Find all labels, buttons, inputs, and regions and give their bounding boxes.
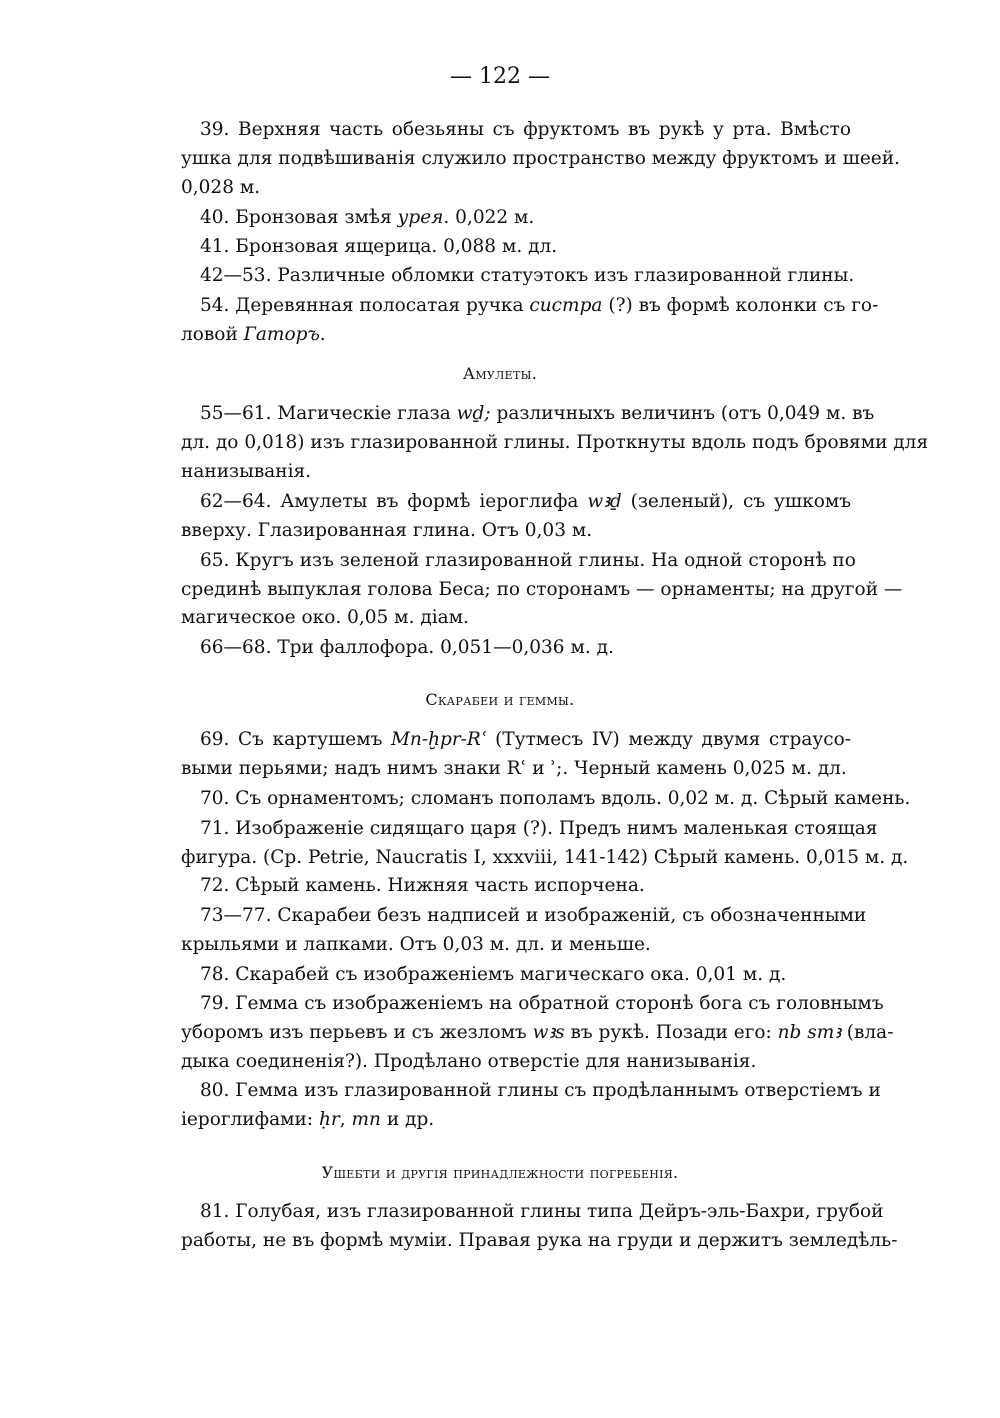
paragraph-line <box>200 726 851 754</box>
paragraph-line <box>200 262 855 290</box>
paragraph-line <box>200 872 851 900</box>
paragraph-line <box>200 233 851 261</box>
paragraph-line <box>181 1106 851 1134</box>
text-segment: 72. Сѣрый камень. Нижняя часть испорчена. <box>200 875 645 896</box>
paragraph-line <box>181 429 929 457</box>
paragraph-line <box>181 517 851 545</box>
paragraph-line <box>200 634 851 662</box>
text-segment: уборомъ изъ перьевъ и съ жезломъ <box>181 1022 533 1043</box>
text-segment: магическое око. 0,05 м. діам. <box>181 607 469 628</box>
paragraph-line <box>181 1227 898 1255</box>
text-segment: дл. до 0,018) изъ глазированной глины. Проткнуты вдоль подъ бровями для <box>181 432 929 453</box>
text-segment: 41. Бронзовая ящерица. 0,088 м. дл. <box>200 236 558 257</box>
paragraph-line <box>181 844 909 872</box>
text-segment: . 0,022 м. <box>443 207 535 228</box>
text-segment: выми перьями; надъ нимъ знаки Rʿ и ʾ;. Черный камень 0,025 м. дл. <box>181 758 847 779</box>
paragraph-line <box>200 990 884 1018</box>
text-segment: (вла- <box>840 1022 894 1043</box>
text-segment: 81. Голубая, изъ глазированной глины типа Дейръ-эль-Бахри, грубой <box>200 1201 884 1222</box>
page-number: — 122 — <box>450 64 550 89</box>
paragraph-line <box>181 931 851 959</box>
paragraph-line <box>181 604 851 632</box>
text-segment: 65. Кругъ изъ зеленой глазированной глины. На одной сторонѣ по <box>200 550 856 571</box>
paragraph-line <box>200 204 851 232</box>
text-segment: 69. Съ картушемъ <box>200 729 391 750</box>
text-segment: 42—53. Различные обломки статуэтокъ изъ глазированной глины. <box>200 265 855 286</box>
text-segment: въ рукѣ. Позади его: <box>564 1022 778 1043</box>
section-heading: Амулеты. <box>462 364 538 383</box>
paragraph-line <box>181 576 903 604</box>
text-segment: 78. Скарабей съ изображеніемъ магическаго ока. 0,01 м. д. <box>200 964 787 985</box>
italic-term: nb smꜣ <box>777 1022 841 1043</box>
paragraph-line <box>200 488 851 516</box>
italic-term: ḥr <box>318 1109 340 1130</box>
text-segment: 79. Гемма съ изображеніемъ на обратной сторонѣ бога съ головнымъ <box>200 993 884 1014</box>
text-segment: іероглифами: <box>181 1109 319 1130</box>
paragraph-line <box>181 1019 894 1047</box>
text-segment: различныхъ величинъ (отъ 0,049 м. въ <box>490 403 875 424</box>
text-segment: (?) въ формѣ колонки съ го- <box>602 295 879 316</box>
text-segment: 54. Деревянная полосатая ручка <box>200 295 530 316</box>
paragraph-line <box>181 321 851 349</box>
text-segment: вверху. Глазированная глина. Отъ 0,03 м. <box>181 520 593 541</box>
text-segment: 71. Изображеніе сидящаго царя (?). Предъ нимъ маленькая стоящая <box>200 818 878 839</box>
text-segment: нанизыванія. <box>181 461 312 482</box>
paragraph-line <box>200 961 851 989</box>
text-segment: 66—68. Три фаллофора. 0,051—0,036 м. д. <box>200 637 614 658</box>
italic-term: урея <box>397 207 444 228</box>
text-segment: (Тутмесъ IV) между двумя страусо- <box>486 729 851 750</box>
italic-term: mn <box>351 1109 381 1130</box>
italic-term: wꜣḏ <box>587 491 622 512</box>
text-segment: ловой <box>181 324 244 345</box>
text-segment: 62—64. Амулеты въ формѣ іероглифа <box>200 491 588 512</box>
text-segment: 40. Бронзовая змѣя <box>200 207 398 228</box>
text-segment: фигура. (Ср. Petrie, Naucratis I, xxxviii, 141-142) Сѣрый камень. 0,015 м. д. <box>181 847 909 868</box>
paragraph-line <box>181 1048 851 1076</box>
italic-term: систра <box>529 295 603 316</box>
paragraph-line <box>200 785 911 813</box>
text-segment: 70. Съ орнаментомъ; сломанъ пополамъ вдоль. 0,02 м. д. Сѣрый камень. <box>200 788 911 809</box>
text-segment: и др. <box>380 1109 435 1130</box>
text-segment: срединѣ выпуклая голова Беса; по сторонамъ — орнаменты; на другой — <box>181 579 903 600</box>
paragraph-line <box>200 547 856 575</box>
paragraph-line <box>200 400 875 428</box>
paragraph-line <box>200 1077 881 1105</box>
paragraph-line <box>200 116 851 144</box>
paragraph-line <box>200 292 879 320</box>
paragraph-line <box>181 458 851 486</box>
italic-term: Гаторъ <box>243 324 320 345</box>
paragraph-line <box>200 1198 884 1226</box>
paragraph-line <box>181 145 900 173</box>
italic-term: wꜣs <box>532 1022 565 1043</box>
text-segment: дыка соединенія?). Продѣлано отверстіе для нанизыванія. <box>181 1051 757 1072</box>
paragraph-line <box>181 755 851 783</box>
text-segment: , <box>339 1109 352 1130</box>
text-segment: 55—61. Магическіе глаза <box>200 403 457 424</box>
text-segment: 0,028 м. <box>181 177 261 198</box>
paragraph-line <box>181 174 851 202</box>
text-segment: . <box>319 324 326 345</box>
text-segment: (зеленый), съ ушкомъ <box>621 491 851 512</box>
text-segment: 73—77. Скарабеи безъ надписей и изображеній, съ обозначенными <box>200 905 867 926</box>
text-segment: ушка для подвѣшиванія служило пространство между фруктомъ и шеей. <box>181 148 900 169</box>
text-segment: 80. Гемма изъ глазированной глины съ продѣланнымъ отверстіемъ и <box>200 1080 881 1101</box>
section-heading: Скарабеи и геммы. <box>425 690 575 709</box>
italic-term: wḏ; <box>456 403 491 424</box>
italic-term: Mn-ḫpr-Rʿ <box>390 729 487 750</box>
text-segment: работы, не въ формѣ муміи. Правая рука на груди и держитъ земледѣль- <box>181 1230 898 1251</box>
section-heading: Ушебти и другія принадлежности погребенія. <box>321 1163 679 1182</box>
paragraph-line <box>200 902 867 930</box>
paragraph-line <box>200 815 878 843</box>
text-segment: крыльями и лапками. Отъ 0,03 м. дл. и меньше. <box>181 934 651 955</box>
text-segment: 39. Верхняя часть обезьяны съ фруктомъ въ рукѣ у рта. Вмѣсто <box>200 119 851 140</box>
